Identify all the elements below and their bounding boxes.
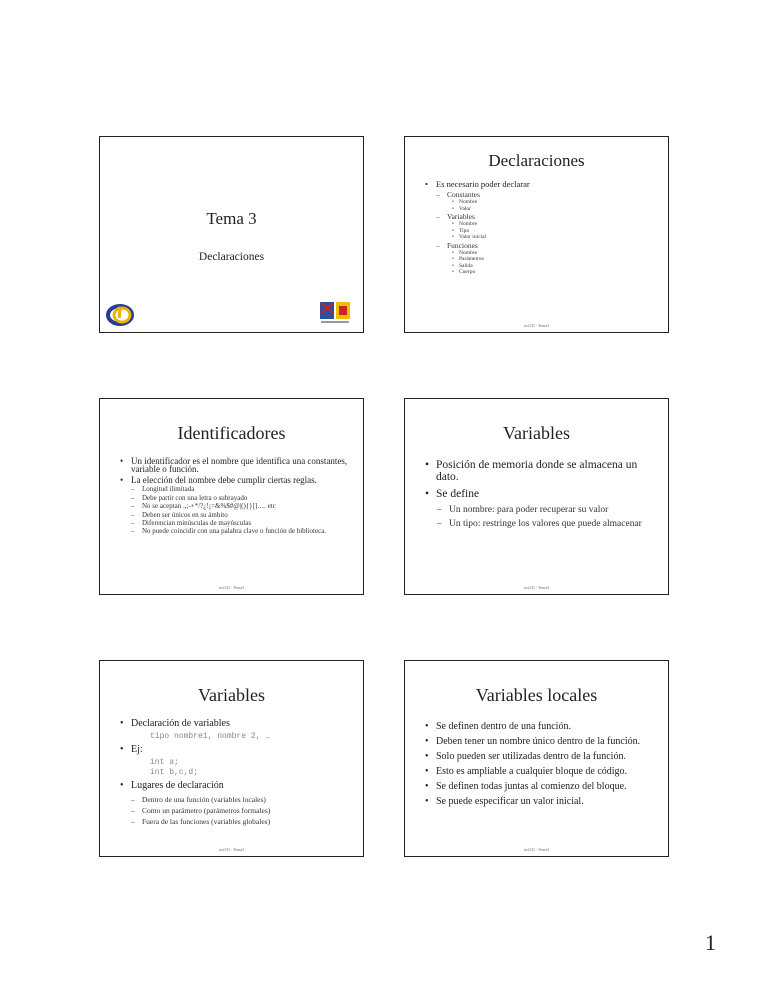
bullet: • Solo pueden ser utilizadas dentro de la función. [425,751,658,762]
bullet: • La elección del nombre debe cumplir ciertas reglas. [120,476,353,484]
code-line: int b,c,d; [150,768,199,777]
bullet: • Se define [425,488,658,500]
sub-sub-bullet: • Nombre [425,199,658,206]
slide-title [99,136,364,333]
slide-footer: iwi131 - Tema3 [523,323,550,328]
bullet: • Un identificador es el nombre que identifica una constantes, variable o función. [120,457,353,473]
sub-bullet: – Constantes [425,190,658,199]
institute-logo-icon [106,303,134,327]
sub-bullet: – Dentro de una función (variables locales) [120,794,353,805]
bullet: • Posición de memoria donde se almacena un dato. [425,459,658,483]
sub-bullet: – Variables [425,212,658,221]
sub-sub-bullet: • Cuerpo [425,269,658,276]
sub-bullet: – Funciones [425,241,658,250]
sub-bullet: – Fuera de las funciones (variables globales) [120,816,353,827]
slide-footer: iwi131 - Tema3 [523,847,550,852]
sub-bullet: – Como un parámetro (parámetros formales) [120,805,353,816]
slide-footer: iwi131 - Tema3 [523,585,550,590]
slide-variables [404,398,669,595]
bullet: • Se puede especificar un valor inicial. [425,796,658,807]
sub-bullet: – Longitud ilimitada [120,485,353,494]
sub-sub-bullet: • Valor inicial [425,234,658,241]
sub-bullet: – No se aceptan .,;-+*/?¿!¡=&%$#@|(){}[]…. etc [120,502,353,511]
sub-bullet: – Diferencian minúsculas de mayúsculas [120,519,353,528]
sub-bullet: – Deben ser únicos en su ámbito [120,511,353,520]
sub-sub-bullet: • Salida [425,263,658,270]
sub-bullet: – Un nombre: para poder recuperar su valor [425,505,658,516]
bullet: • Se definen dentro de una función. [425,721,658,732]
slide-identificadores [99,398,364,595]
bullet: • Declaración de variables [120,719,353,729]
sub-bullet: – No puede coincidir con una palabra clave o función de biblioteca. [120,528,353,535]
sub-sub-bullet: • Nombre [425,250,658,257]
sub-bullet: – Un tipo: restringe los valores que puede almacenar [425,519,658,530]
slide-declaraciones [404,136,669,333]
slide-variables-declaracion [99,660,364,857]
bullet: • Deben tener un nombre único dentro de la función. [425,736,658,747]
bullet: • Es necesario poder declarar [425,180,658,189]
bullet: • Ej: [120,745,353,755]
slide-title-text: Variables [198,685,265,705]
slide-footer: iwi131 - Tema3 [218,585,245,590]
slide-footer: iwi131 - Tema3 [218,847,245,852]
slide-title-text: Variables [503,423,570,443]
page-number: 1 [705,930,716,955]
code-line: tipo nombre1, nombre 2, … [150,732,271,741]
slide-title-text: Variables locales [475,685,598,705]
sub-sub-bullet: • Tipo [425,228,658,235]
bullet: • Lugares de declaración [120,781,353,791]
sub-bullet: – Debe partir con una letra o subrayado [120,494,353,503]
slide-title-text: Declaraciones [488,151,585,170]
university-crest-icon [319,301,351,325]
bullet: • Esto es ampliable a cualquier bloque de código. [425,766,658,777]
sub-sub-bullet: • Parámetros [425,256,658,263]
slide-title-text: Identificadores [177,423,286,443]
slide-title-text: Tema 3 [206,209,257,228]
slide-subtitle: Declaraciones [198,251,265,263]
slide-variables-locales [404,660,669,857]
bullet: • Se definen todas juntas al comienzo del bloque. [425,781,658,792]
sub-sub-bullet: • Nombre [425,221,658,228]
sub-sub-bullet: • Valor [425,206,658,213]
code-line: int a; [150,758,179,767]
